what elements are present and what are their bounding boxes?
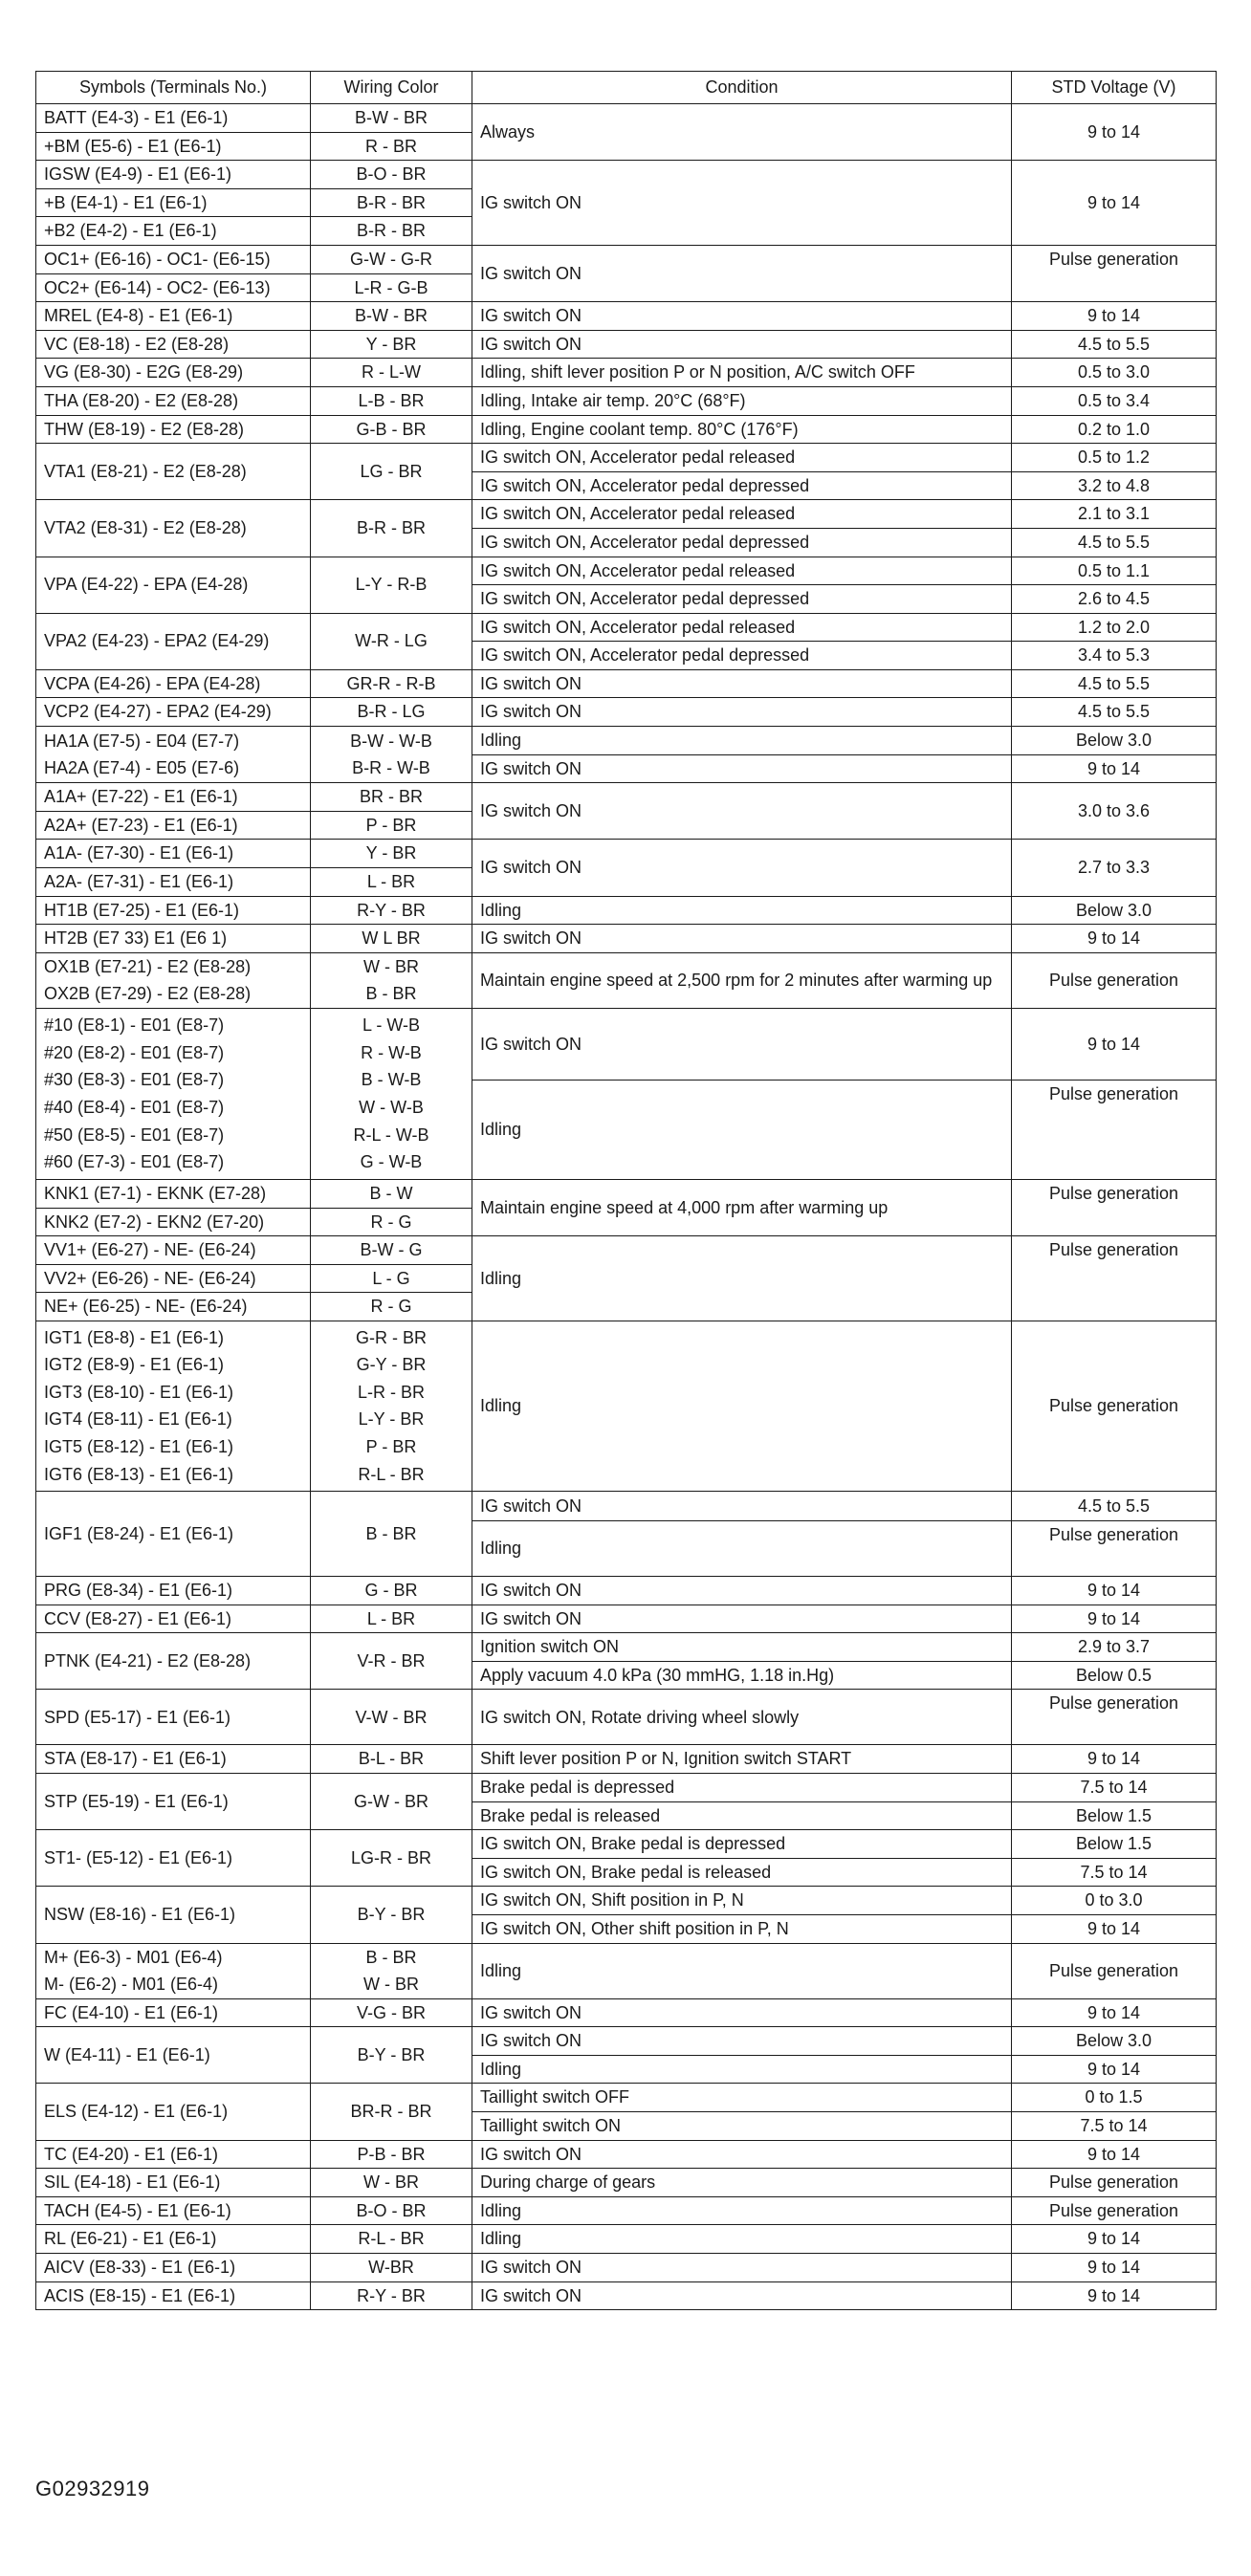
- condition: IG switch ON, Accelerator pedal released: [472, 557, 1012, 585]
- wiring-color: W-BR: [311, 2254, 472, 2282]
- terminal-symbol: IGSW (E4-9) - E1 (E6-1): [36, 161, 311, 189]
- wiring-color: G-W - G-R: [311, 245, 472, 273]
- condition: IG switch ON: [472, 754, 1012, 783]
- table-row: [36, 1773, 1217, 1801]
- std-voltage: 4.5 to 5.5: [1012, 669, 1217, 698]
- terminal-symbol: THA (E8-20) - E2 (E8-28): [36, 386, 311, 415]
- wiring-color: B-O - BR: [311, 2196, 472, 2225]
- terminal-symbol: A1A- (E7-30) - E1 (E6-1): [36, 840, 311, 868]
- std-voltage: 0.5 to 3.0: [1012, 359, 1217, 387]
- terminal-symbol: SPD (E5-17) - E1 (E6-1): [36, 1690, 311, 1745]
- condition: IG switch ON: [472, 1576, 1012, 1605]
- terminal-symbol: HT1B (E7-25) - E1 (E6-1): [36, 896, 311, 925]
- std-voltage: Pulse generation: [1012, 1943, 1217, 1998]
- std-voltage: 9 to 14: [1012, 1745, 1217, 1774]
- std-voltage: 9 to 14: [1012, 104, 1217, 161]
- condition: Idling: [472, 1081, 1012, 1180]
- condition: IG switch ON, Accelerator pedal depressed: [472, 528, 1012, 557]
- wiring-color: LG-R - BR: [311, 1830, 472, 1887]
- wiring-color: W - BR B - BR: [311, 952, 472, 1008]
- std-voltage: Pulse generation: [1012, 1321, 1217, 1491]
- condition: Maintain engine speed at 4,000 rpm after warming up: [472, 1180, 1012, 1236]
- wiring-color: L - W-B R - W-B B - W-B W - W-B R-L - W-B G - W-B: [311, 1009, 472, 1180]
- wiring-color: R-Y - BR: [311, 896, 472, 925]
- table-body: [36, 104, 1217, 2310]
- table-row: [36, 1180, 1217, 1209]
- condition: Idling: [472, 1943, 1012, 1998]
- table-row: [36, 245, 1217, 273]
- wiring-color: B-R - BR: [311, 217, 472, 246]
- terminal-symbol: BATT (E4-3) - E1 (E6-1): [36, 104, 311, 133]
- terminal-symbol: OC2+ (E6-14) - OC2- (E6-13): [36, 273, 311, 302]
- table-row: [36, 1321, 1217, 1491]
- wiring-color: L-Y - R-B: [311, 557, 472, 613]
- std-voltage: 7.5 to 14: [1012, 2112, 1217, 2141]
- condition: IG switch ON: [472, 2254, 1012, 2282]
- terminal-symbol: HA1A (E7-5) - E04 (E7-7) HA2A (E7-4) - E05 (E7-6): [36, 727, 311, 783]
- terminal-symbol: M+ (E6-3) - M01 (E6-4) M- (E6-2) - M01 (E6-4): [36, 1943, 311, 1998]
- wiring-color: B-R - BR: [311, 500, 472, 557]
- terminal-symbol: RL (E6-21) - E1 (E6-1): [36, 2225, 311, 2254]
- std-voltage: 0.5 to 1.1: [1012, 557, 1217, 585]
- condition: Apply vacuum 4.0 kPa (30 mmHG, 1.18 in.Hg): [472, 1661, 1012, 1690]
- std-voltage: Pulse generation: [1012, 1690, 1217, 1745]
- wiring-color: L - BR: [311, 1605, 472, 1633]
- table-row: [36, 415, 1217, 444]
- table-row: [36, 952, 1217, 1008]
- header-std-voltage: STD Voltage (V): [1012, 72, 1217, 104]
- table-row: [36, 2169, 1217, 2197]
- terminal-symbol: VPA2 (E4-23) - EPA2 (E4-29): [36, 613, 311, 669]
- wiring-color: B-W - BR: [311, 104, 472, 133]
- wiring-color: W L BR: [311, 925, 472, 953]
- terminal-symbol: IGT1 (E8-8) - E1 (E6-1) IGT2 (E8-9) - E1 (E6-1) IGT3 (E8-10) - E1 (E6-1) IGT4 (E8-11) - E1 (E6-1) IGT5 (E8-12) - E1 (E6-1) IGT6 (E8-13) - E1 (E6-1): [36, 1321, 311, 1491]
- wiring-color: L-B - BR: [311, 386, 472, 415]
- condition: Brake pedal is depressed: [472, 1773, 1012, 1801]
- condition: Idling: [472, 2196, 1012, 2225]
- std-voltage: 9 to 14: [1012, 754, 1217, 783]
- std-voltage: 3.4 to 5.3: [1012, 642, 1217, 670]
- wiring-color: BR - BR: [311, 783, 472, 812]
- std-voltage: Pulse generation: [1012, 952, 1217, 1008]
- terminal-symbol: PTNK (E4-21) - E2 (E8-28): [36, 1633, 311, 1690]
- wiring-color: B-R - BR: [311, 188, 472, 217]
- std-voltage: Below 3.0: [1012, 896, 1217, 925]
- std-voltage: Pulse generation: [1012, 1081, 1217, 1180]
- condition: IG switch ON: [472, 2027, 1012, 2056]
- std-voltage: Below 1.5: [1012, 1830, 1217, 1859]
- std-voltage: 4.5 to 5.5: [1012, 1491, 1217, 1520]
- std-voltage: 9 to 14: [1012, 2281, 1217, 2310]
- std-voltage: 0.2 to 1.0: [1012, 415, 1217, 444]
- terminal-symbol: A2A+ (E7-23) - E1 (E6-1): [36, 811, 311, 840]
- std-voltage: 0 to 3.0: [1012, 1887, 1217, 1915]
- condition: IG switch ON, Accelerator pedal released: [472, 613, 1012, 642]
- table-row: [36, 1009, 1217, 1081]
- std-voltage: Below 0.5: [1012, 1661, 1217, 1690]
- terminal-symbol: VG (E8-30) - E2G (E8-29): [36, 359, 311, 387]
- std-voltage: 9 to 14: [1012, 1998, 1217, 2027]
- condition: Idling: [472, 896, 1012, 925]
- std-voltage: Pulse generation: [1012, 2196, 1217, 2225]
- table-row: [36, 2027, 1217, 2056]
- std-voltage: 9 to 14: [1012, 2254, 1217, 2282]
- condition: IG switch ON: [472, 302, 1012, 331]
- std-voltage: Below 1.5: [1012, 1801, 1217, 1830]
- wiring-color: L-R - G-B: [311, 273, 472, 302]
- terminal-voltage-table: [35, 71, 1217, 2310]
- condition: Shift lever position P or N, Ignition switch START: [472, 1745, 1012, 1774]
- condition: Idling: [472, 2055, 1012, 2084]
- table-row: [36, 1236, 1217, 1265]
- std-voltage: 4.5 to 5.5: [1012, 528, 1217, 557]
- terminal-symbol: PRG (E8-34) - E1 (E6-1): [36, 1576, 311, 1605]
- table-row: [36, 359, 1217, 387]
- terminal-symbol: HT2B (E7 33) E1 (E6 1): [36, 925, 311, 953]
- std-voltage: 2.7 to 3.3: [1012, 840, 1217, 896]
- condition: IG switch ON: [472, 2281, 1012, 2310]
- wiring-color: BR-R - BR: [311, 2084, 472, 2140]
- std-voltage: Pulse generation: [1012, 2169, 1217, 2197]
- wiring-color: L - BR: [311, 868, 472, 897]
- header-row: [36, 72, 1217, 104]
- table-row: [36, 2225, 1217, 2254]
- condition: Idling, shift lever position P or N position, A/C switch OFF: [472, 359, 1012, 387]
- condition: IG switch ON: [472, 245, 1012, 301]
- table-row: [36, 500, 1217, 529]
- wiring-color: W - BR: [311, 2169, 472, 2197]
- wiring-color: B - BR: [311, 1491, 472, 1576]
- condition: IG switch ON, Shift position in P, N: [472, 1887, 1012, 1915]
- terminal-symbol: A2A- (E7-31) - E1 (E6-1): [36, 868, 311, 897]
- condition: Idling: [472, 2225, 1012, 2254]
- table-row: [36, 2281, 1217, 2310]
- terminal-symbol: NSW (E8-16) - E1 (E6-1): [36, 1887, 311, 1943]
- wiring-color: R - BR: [311, 132, 472, 161]
- table-row: [36, 2196, 1217, 2225]
- std-voltage: Below 3.0: [1012, 727, 1217, 755]
- wiring-color: P - BR: [311, 811, 472, 840]
- wiring-color: W-R - LG: [311, 613, 472, 669]
- condition: Brake pedal is released: [472, 1801, 1012, 1830]
- terminal-symbol: TACH (E4-5) - E1 (E6-1): [36, 2196, 311, 2225]
- condition: Idling: [472, 1236, 1012, 1321]
- wiring-color: B-O - BR: [311, 161, 472, 189]
- std-voltage: 9 to 14: [1012, 2055, 1217, 2084]
- table-row: [36, 104, 1217, 133]
- wiring-color: B-L - BR: [311, 1745, 472, 1774]
- terminal-symbol: STP (E5-19) - E1 (E6-1): [36, 1773, 311, 1829]
- condition: IG switch ON: [472, 925, 1012, 953]
- condition: Idling: [472, 1520, 1012, 1576]
- table-row: [36, 386, 1217, 415]
- terminal-symbol: STA (E8-17) - E1 (E6-1): [36, 1745, 311, 1774]
- wiring-color: P-B - BR: [311, 2140, 472, 2169]
- std-voltage: 0 to 1.5: [1012, 2084, 1217, 2112]
- std-voltage: 2.9 to 3.7: [1012, 1633, 1217, 1662]
- terminal-symbol: IGF1 (E8-24) - E1 (E6-1): [36, 1491, 311, 1576]
- table-row: [36, 1605, 1217, 1633]
- condition: Always: [472, 104, 1012, 161]
- wiring-color: B-Y - BR: [311, 2027, 472, 2084]
- condition: IG switch ON: [472, 1009, 1012, 1081]
- wiring-color: V-G - BR: [311, 1998, 472, 2027]
- terminal-symbol: VCPA (E4-26) - EPA (E4-28): [36, 669, 311, 698]
- wiring-color: R - G: [311, 1293, 472, 1321]
- table-row: [36, 896, 1217, 925]
- condition: IG switch ON: [472, 1491, 1012, 1520]
- terminal-symbol: AICV (E8-33) - E1 (E6-1): [36, 2254, 311, 2282]
- std-voltage: 0.5 to 1.2: [1012, 444, 1217, 472]
- wiring-color: G-R - BR G-Y - BR L-R - BR L-Y - BR P - BR R-L - BR: [311, 1321, 472, 1491]
- condition: IG switch ON, Accelerator pedal depressed: [472, 585, 1012, 614]
- terminal-symbol: VTA1 (E8-21) - E2 (E8-28): [36, 444, 311, 500]
- std-voltage: Below 3.0: [1012, 2027, 1217, 2056]
- table-row: [36, 330, 1217, 359]
- terminal-symbol: #10 (E8-1) - E01 (E8-7) #20 (E8-2) - E01 (E8-7) #30 (E8-3) - E01 (E8-7) #40 (E8-4) - E01 (E8-7) #50 (E8-5) - E01 (E8-7) #60 (E7-3) - E01 (E8-7): [36, 1009, 311, 1180]
- condition: Ignition switch ON: [472, 1633, 1012, 1662]
- terminal-symbol: VPA (E4-22) - EPA (E4-28): [36, 557, 311, 613]
- std-voltage: 9 to 14: [1012, 2225, 1217, 2254]
- terminal-symbol: FC (E4-10) - E1 (E6-1): [36, 1998, 311, 2027]
- condition: IG switch ON, Brake pedal is depressed: [472, 1830, 1012, 1859]
- table-row: [36, 2140, 1217, 2169]
- condition: Taillight switch OFF: [472, 2084, 1012, 2112]
- terminal-symbol: OC1+ (E6-16) - OC1- (E6-15): [36, 245, 311, 273]
- terminal-symbol: CCV (E8-27) - E1 (E6-1): [36, 1605, 311, 1633]
- wiring-color: B - W: [311, 1180, 472, 1209]
- table-row: [36, 444, 1217, 472]
- condition: Idling: [472, 1321, 1012, 1491]
- terminal-symbol: W (E4-11) - E1 (E6-1): [36, 2027, 311, 2084]
- std-voltage: Pulse generation: [1012, 1520, 1217, 1576]
- terminal-symbol: TC (E4-20) - E1 (E6-1): [36, 2140, 311, 2169]
- table-row: [36, 783, 1217, 812]
- table-row: [36, 1633, 1217, 1662]
- terminal-symbol: VTA2 (E8-31) - E2 (E8-28): [36, 500, 311, 557]
- wiring-color: G - BR: [311, 1576, 472, 1605]
- std-voltage: 4.5 to 5.5: [1012, 698, 1217, 727]
- condition: Idling: [472, 727, 1012, 755]
- std-voltage: 9 to 14: [1012, 2140, 1217, 2169]
- terminal-symbol: VV1+ (E6-27) - NE- (E6-24): [36, 1236, 311, 1265]
- std-voltage: 0.5 to 3.4: [1012, 386, 1217, 415]
- std-voltage: 9 to 14: [1012, 302, 1217, 331]
- wiring-color: R - L-W: [311, 359, 472, 387]
- table-row: [36, 669, 1217, 698]
- table-row: [36, 1998, 1217, 2027]
- terminal-symbol: KNK2 (E7-2) - EKN2 (E7-20): [36, 1208, 311, 1236]
- header-wiring-color: Wiring Color: [311, 72, 472, 104]
- table-row: [36, 1576, 1217, 1605]
- wiring-color: G-W - BR: [311, 1773, 472, 1829]
- condition: IG switch ON: [472, 2140, 1012, 2169]
- std-voltage: 4.5 to 5.5: [1012, 330, 1217, 359]
- std-voltage: 7.5 to 14: [1012, 1858, 1217, 1887]
- std-voltage: 9 to 14: [1012, 1009, 1217, 1081]
- std-voltage: 9 to 14: [1012, 1605, 1217, 1633]
- wiring-color: B - BR W - BR: [311, 1943, 472, 1998]
- terminal-symbol: KNK1 (E7-1) - EKNK (E7-28): [36, 1180, 311, 1209]
- condition: IG switch ON: [472, 330, 1012, 359]
- wiring-color: V-R - BR: [311, 1633, 472, 1690]
- std-voltage: 1.2 to 2.0: [1012, 613, 1217, 642]
- terminal-symbol: ST1- (E5-12) - E1 (E6-1): [36, 1830, 311, 1887]
- std-voltage: 9 to 14: [1012, 1914, 1217, 1943]
- wiring-color: Y - BR: [311, 330, 472, 359]
- voltage-spec-document: [35, 71, 1216, 2310]
- table-row: [36, 1690, 1217, 1745]
- table-row: [36, 161, 1217, 189]
- condition: During charge of gears: [472, 2169, 1012, 2197]
- terminal-symbol: OX1B (E7-21) - E2 (E8-28) OX2B (E7-29) - E2 (E8-28): [36, 952, 311, 1008]
- condition: IG switch ON: [472, 669, 1012, 698]
- std-voltage: 9 to 14: [1012, 1576, 1217, 1605]
- table-row: [36, 1745, 1217, 1774]
- condition: IG switch ON, Accelerator pedal released: [472, 444, 1012, 472]
- wiring-color: GR-R - R-B: [311, 669, 472, 698]
- wiring-color: V-W - BR: [311, 1690, 472, 1745]
- condition: IG switch ON, Accelerator pedal released: [472, 500, 1012, 529]
- header-symbols: Symbols (Terminals No.): [36, 72, 311, 104]
- wiring-color: R-L - BR: [311, 2225, 472, 2254]
- terminal-symbol: SIL (E4-18) - E1 (E6-1): [36, 2169, 311, 2197]
- terminal-symbol: VC (E8-18) - E2 (E8-28): [36, 330, 311, 359]
- std-voltage: Pulse generation: [1012, 245, 1217, 301]
- condition: IG switch ON, Other shift position in P, N: [472, 1914, 1012, 1943]
- condition: Idling, Intake air temp. 20°C (68°F): [472, 386, 1012, 415]
- std-voltage: Pulse generation: [1012, 1236, 1217, 1321]
- table-row: [36, 925, 1217, 953]
- wiring-color: R - G: [311, 1208, 472, 1236]
- condition: IG switch ON: [472, 783, 1012, 840]
- table-row: [36, 302, 1217, 331]
- terminal-symbol: ACIS (E8-15) - E1 (E6-1): [36, 2281, 311, 2310]
- table-row: [36, 1887, 1217, 1915]
- terminal-symbol: ELS (E4-12) - E1 (E6-1): [36, 2084, 311, 2140]
- terminal-symbol: +B2 (E4-2) - E1 (E6-1): [36, 217, 311, 246]
- table-row: [36, 727, 1217, 755]
- wiring-color: R-Y - BR: [311, 2281, 472, 2310]
- wiring-color: L - G: [311, 1264, 472, 1293]
- condition: Taillight switch ON: [472, 2112, 1012, 2141]
- std-voltage: 3.2 to 4.8: [1012, 471, 1217, 500]
- wiring-color: Y - BR: [311, 840, 472, 868]
- table-row: [36, 840, 1217, 868]
- table-row: [36, 1830, 1217, 1859]
- condition: IG switch ON: [472, 840, 1012, 896]
- condition: IG switch ON: [472, 698, 1012, 727]
- table-row: [36, 557, 1217, 585]
- std-voltage: 2.6 to 4.5: [1012, 585, 1217, 614]
- terminal-symbol: A1A+ (E7-22) - E1 (E6-1): [36, 783, 311, 812]
- condition: IG switch ON, Accelerator pedal depressed: [472, 642, 1012, 670]
- std-voltage: 2.1 to 3.1: [1012, 500, 1217, 529]
- table-row: [36, 2254, 1217, 2282]
- std-voltage: 9 to 14: [1012, 161, 1217, 246]
- terminal-symbol: THW (E8-19) - E2 (E8-28): [36, 415, 311, 444]
- condition: IG switch ON: [472, 1998, 1012, 2027]
- wiring-color: G-B - BR: [311, 415, 472, 444]
- terminal-symbol: +BM (E5-6) - E1 (E6-1): [36, 132, 311, 161]
- std-voltage: 9 to 14: [1012, 925, 1217, 953]
- terminal-symbol: VV2+ (E6-26) - NE- (E6-24): [36, 1264, 311, 1293]
- table-row: [36, 613, 1217, 642]
- condition: IG switch ON, Brake pedal is released: [472, 1858, 1012, 1887]
- wiring-color: B-R - LG: [311, 698, 472, 727]
- terminal-symbol: +B (E4-1) - E1 (E6-1): [36, 188, 311, 217]
- header-condition: Condition: [472, 72, 1012, 104]
- wiring-color: B-Y - BR: [311, 1887, 472, 1943]
- terminal-symbol: MREL (E4-8) - E1 (E6-1): [36, 302, 311, 331]
- condition: Idling, Engine coolant temp. 80°C (176°F): [472, 415, 1012, 444]
- std-voltage: Pulse generation: [1012, 1180, 1217, 1236]
- wiring-color: B-W - W-B B-R - W-B: [311, 727, 472, 783]
- condition: IG switch ON, Accelerator pedal depressed: [472, 471, 1012, 500]
- condition: Maintain engine speed at 2,500 rpm for 2 minutes after warming up: [472, 952, 1012, 1008]
- wiring-color: LG - BR: [311, 444, 472, 500]
- std-voltage: 7.5 to 14: [1012, 1773, 1217, 1801]
- std-voltage: 3.0 to 3.6: [1012, 783, 1217, 840]
- figure-id: G02932919: [35, 2477, 150, 2500]
- condition: IG switch ON, Rotate driving wheel slowly: [472, 1690, 1012, 1745]
- wiring-color: B-W - G: [311, 1236, 472, 1265]
- table-row: [36, 698, 1217, 727]
- condition: IG switch ON: [472, 161, 1012, 246]
- table-row: [36, 1943, 1217, 1998]
- table-row: [36, 2084, 1217, 2112]
- table-row: [36, 1491, 1217, 1520]
- condition: IG switch ON: [472, 1605, 1012, 1633]
- terminal-symbol: NE+ (E6-25) - NE- (E6-24): [36, 1293, 311, 1321]
- terminal-symbol: VCP2 (E4-27) - EPA2 (E4-29): [36, 698, 311, 727]
- wiring-color: B-W - BR: [311, 302, 472, 331]
